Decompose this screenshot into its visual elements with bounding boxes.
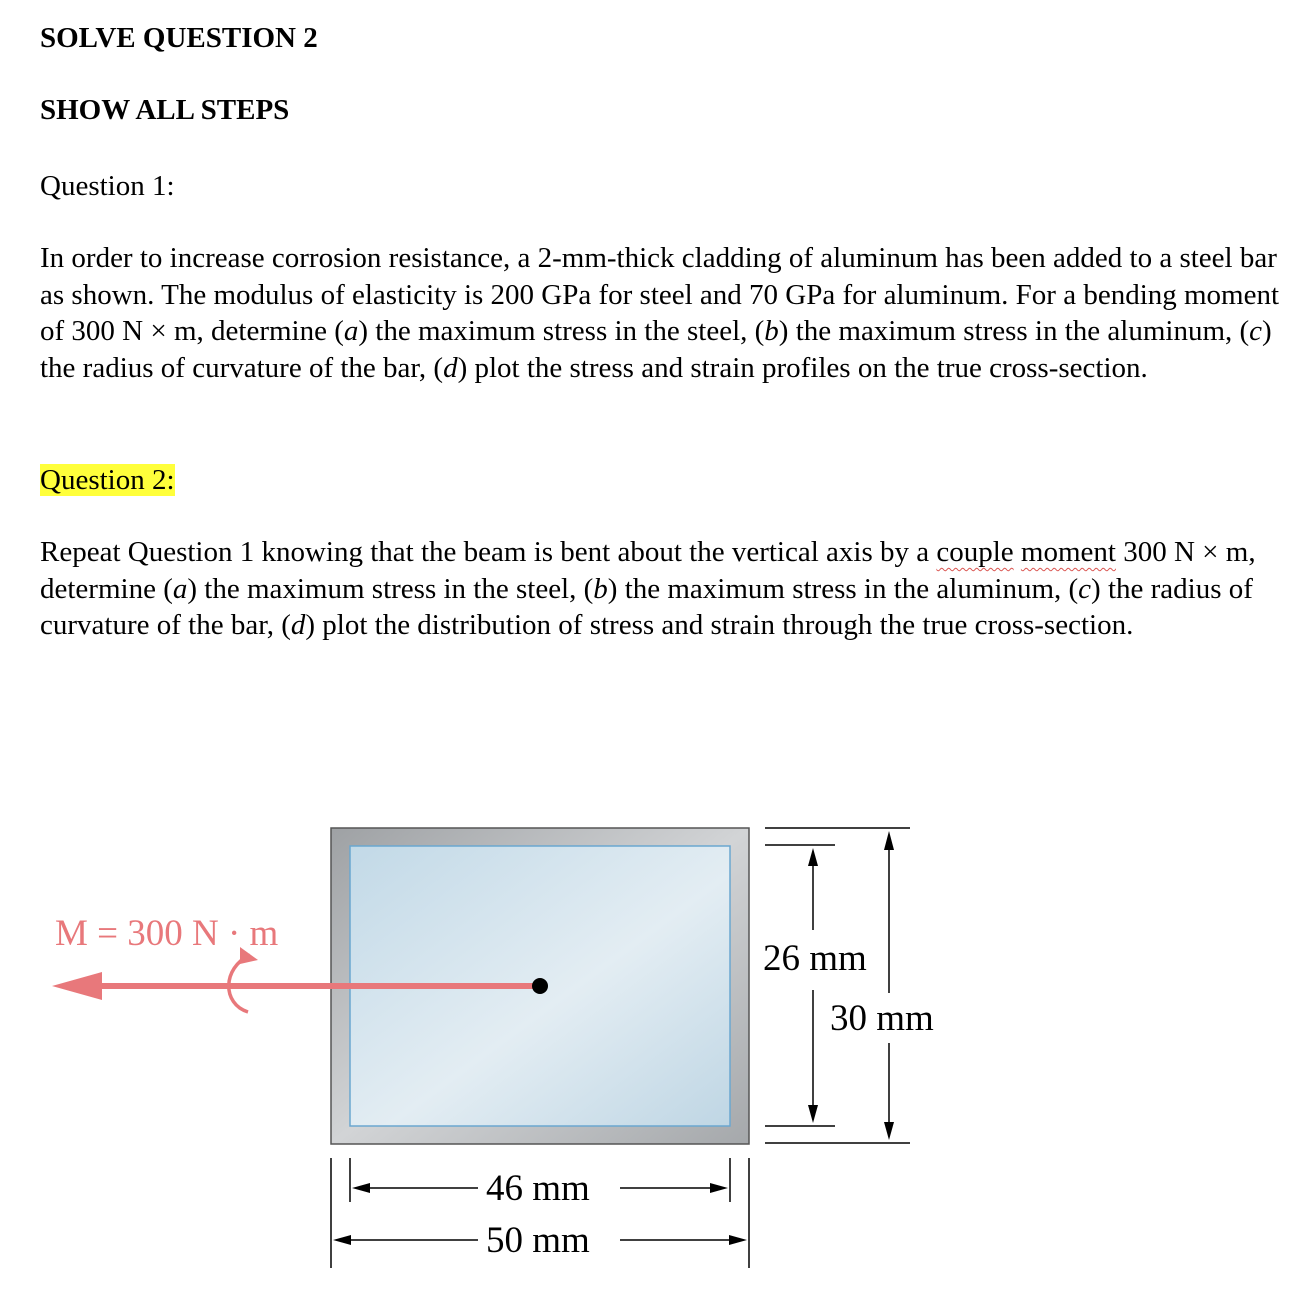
moment-label: M = 300 N · m	[55, 913, 279, 954]
question2-text: Repeat Question 1 knowing that the beam is bent about the vertical axis by a couple moment 300 N × m, determine (a) the maximum stress in the steel, (b) the maximum stress in the aluminum, (c) the radius of curvature of the bar, (d) plot the distribution of stress and strain through the true cross-section.	[40, 536, 1256, 641]
question1-text: In order to increase corrosion resistance, a 2-mm-thick cladding of aluminum has been added to a steel bar as shown. The modulus of elasticity is 200 GPa for steel and 70 GPa for aluminum. For a bending moment of 300 N × m, determine (a) the maximum stress in the steel, (b) the maximum stress in the aluminum, (c) the radius of curvature of the bar, (d) plot the stress and strain profiles on the true cross-section.	[40, 242, 1280, 384]
instruction-solve: SOLVE QUESTION 2	[40, 22, 318, 54]
moment-point	[532, 978, 548, 994]
question1-label: Question 1:	[40, 170, 175, 202]
height-dimensions	[765, 828, 910, 1143]
instruction-show-steps: SHOW ALL STEPS	[40, 94, 290, 126]
inner-height-label: 26 mm	[763, 938, 867, 979]
question2-label: Question 2:	[40, 464, 175, 496]
outer-height-label: 30 mm	[830, 998, 934, 1039]
inner-width-label: 46 mm	[486, 1168, 590, 1209]
cross-section-figure	[0, 800, 1000, 1290]
outer-width-label: 50 mm	[486, 1220, 590, 1261]
